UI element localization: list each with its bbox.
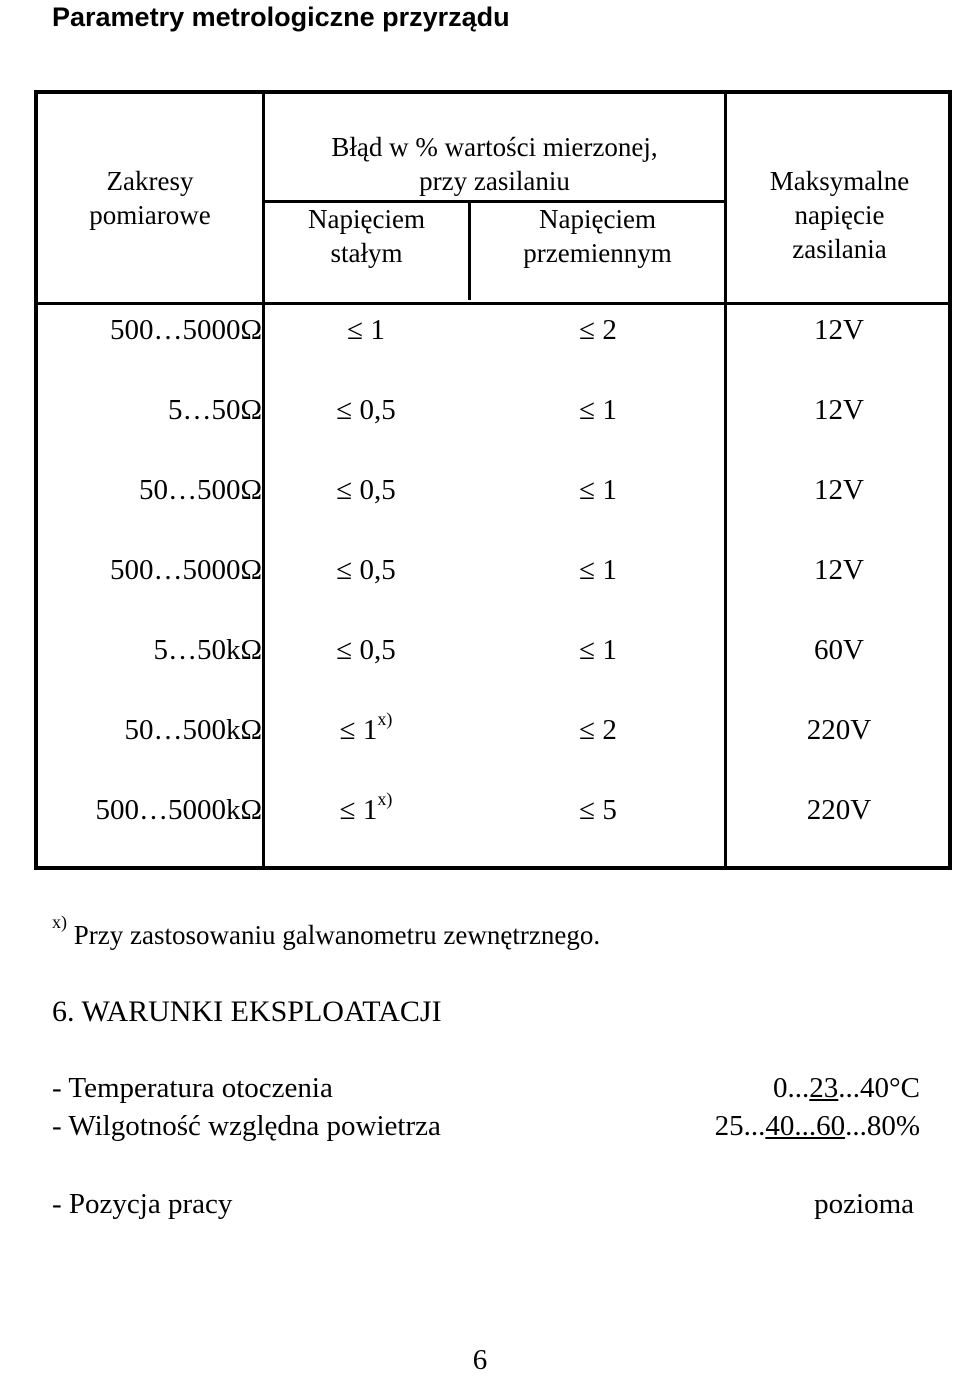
ac-error-cell: ≤ 1 <box>579 554 617 586</box>
range-cell: 5…50kΩ <box>153 634 262 666</box>
ac-error-cell: ≤ 2 <box>579 314 617 346</box>
header-max-voltage: Maksymalne napięcie zasilania <box>769 166 910 264</box>
range-cell: 50…500Ω <box>138 474 262 506</box>
table-row <box>38 290 948 370</box>
max-voltage-cell: 220V <box>806 794 872 826</box>
table-row <box>38 450 948 530</box>
header-error: Błąd w % wartości mierzonej, przy zasilaniu <box>331 132 658 196</box>
temperature-label: - Temperatura otoczenia <box>52 1072 333 1104</box>
range-cell: 500…5000Ω <box>109 554 262 586</box>
humidity-value: 25...40...60...80% <box>714 1110 920 1142</box>
footnote-text: Przy zastosowaniu galwanometru zewnętrznego. <box>73 920 601 950</box>
position-value: pozioma <box>814 1188 914 1220</box>
position-label: - Pozycja pracy <box>52 1188 233 1220</box>
dc-error-cell: ≤ 1 <box>347 314 385 346</box>
humidity-label: - Wilgotność względna powietrza <box>52 1110 441 1142</box>
range-cell: 500…5000kΩ <box>95 794 262 826</box>
dc-error-cell: ≤ 0,5 <box>336 394 396 426</box>
ac-error-cell: ≤ 5 <box>579 794 617 826</box>
header-ac: Napięciem przemiennym <box>523 204 672 268</box>
range-cell: 5…50Ω <box>167 394 262 426</box>
footnote <box>52 912 601 955</box>
table-row <box>38 370 948 450</box>
page-number: 6 <box>472 1344 488 1376</box>
table-row <box>38 610 948 690</box>
ac-error-cell: ≤ 1 <box>579 394 617 426</box>
dc-error-cell: ≤ 0,5 <box>336 474 396 506</box>
page-title: Parametry metrologiczne przyrządu <box>52 2 510 32</box>
max-voltage-cell: 12V <box>814 394 864 426</box>
range-cell: 50…500kΩ <box>124 714 262 746</box>
dc-error-cell: ≤ $1^{x)}$ <box>339 709 393 746</box>
max-voltage-cell: 60V <box>814 634 864 666</box>
ac-error-cell: ≤ 1 <box>579 634 617 666</box>
temperature-value: 0...23...40°C <box>773 1072 920 1104</box>
max-voltage-cell: 12V <box>814 314 864 346</box>
max-voltage-cell: 12V <box>814 554 864 586</box>
dc-error-cell: ≤ 0,5 <box>336 554 396 586</box>
range-cell: 500…5000Ω <box>109 314 262 346</box>
table-row <box>38 770 948 850</box>
metrological-parameters-table <box>34 90 952 870</box>
table-row <box>38 690 948 770</box>
dc-error-cell: ≤ 0,5 <box>336 634 396 666</box>
ac-error-cell: ≤ 1 <box>579 474 617 506</box>
table-row <box>38 530 948 610</box>
dc-error-cell: ≤ $1^{x)}$ <box>339 789 393 826</box>
max-voltage-cell: 12V <box>814 474 864 506</box>
ac-error-cell: ≤ 2 <box>579 714 617 746</box>
max-voltage-cell: 220V <box>806 714 872 746</box>
footnote-mark: x) <box>52 912 67 932</box>
section-title: 6. WARUNKI EKSPLOATACJI <box>52 995 442 1028</box>
header-dc: Napięciem stałym <box>308 204 425 268</box>
header-ranges: Zakresy pomiarowe <box>89 166 211 230</box>
